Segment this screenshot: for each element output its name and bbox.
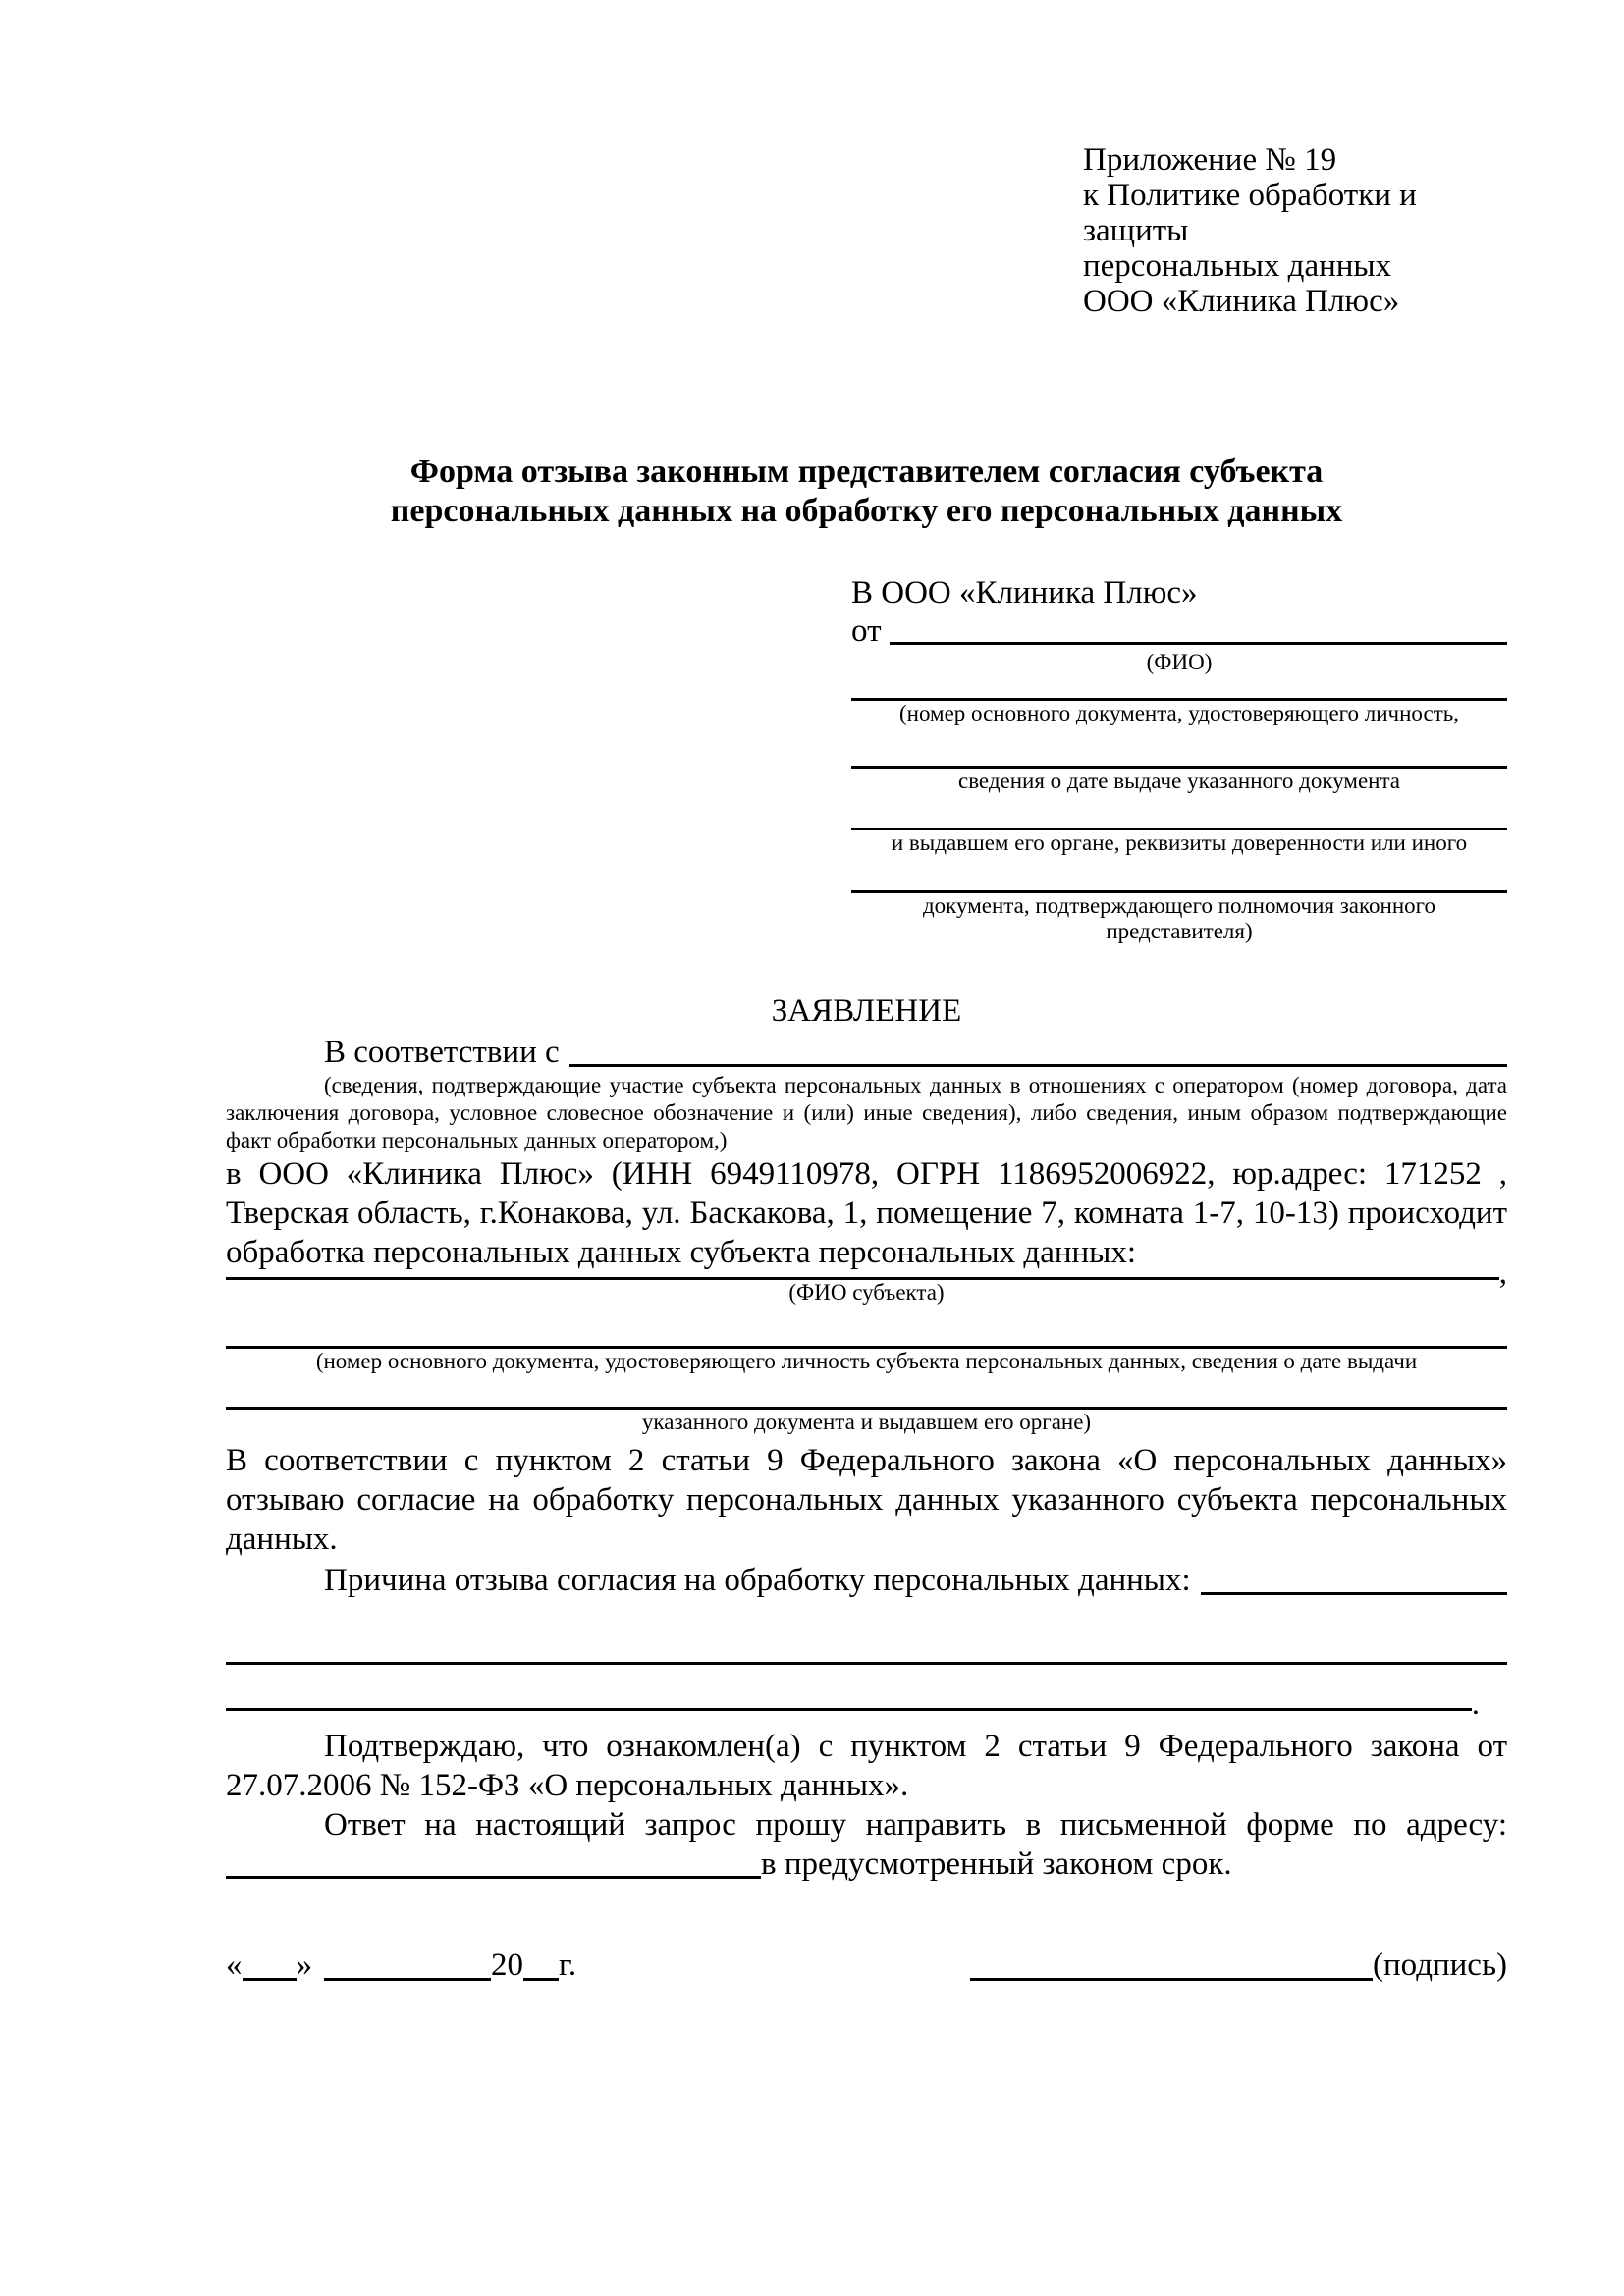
reply-request-line: Ответ на настоящий запрос прошу направить в письменной форме по адресу: [324,1807,1507,1842]
from-row [851,613,1507,650]
representative-name-blank-line [890,642,1508,645]
appendix-company-line: ООО «Клиника Плюс» [1083,284,1400,319]
issuing-authority-blank-line [851,794,1507,830]
appendix-header [1083,142,1507,319]
day-blank-line [243,1978,297,1981]
reason-blank-line-full [226,1608,1507,1665]
subject-document-blank-line2 [226,1374,1507,1410]
reply-tail-text: в предусмотренный законом срок. [761,1846,1232,1882]
form-title-line1: Форма отзыва законным представителем согласия субъекта [409,454,1324,490]
year-prefix: 20 [491,1948,523,1983]
date-quote-close: » [296,1948,312,1983]
document-number-blank-line [851,675,1507,701]
appendix-policy-line2: персональных данных [1083,248,1392,284]
reply-address-blank-line [226,1876,761,1879]
confirmation-paragraph: Подтверждаю, что ознакомлен(а) с пунктом 2 статьи 9 Федерального закона от 27.07.2006 № 152-ФЗ «О персональных данных». [226,1729,1507,1803]
issue-date-blank-line [851,726,1507,769]
reason-lead-text: Причина отзыва согласия на обработку персональных данных: [324,1563,1191,1598]
reason-row [226,1559,1507,1600]
form-title [226,453,1507,531]
addressee-block [851,573,1507,944]
year-suffix: г. [559,1948,577,1983]
signature-blank-line [970,1978,1373,1981]
withdrawal-paragraph: В соответствии с пунктом 2 статьи 9 Федерального закона «О персональных данных» отзываю согласие на обработку персональных данных указанного субъекта персональных данных. [226,1443,1507,1557]
reason-blank-line-end [226,1694,1472,1711]
issue-date-caption: сведения о дате выдаче указанного документа [957,769,1401,793]
date-field [226,1945,576,1986]
form-title-line2: персональных данных на обработку его персональных данных [390,493,1343,529]
subject-name-blank-line [226,1263,1499,1280]
intro-row [226,1033,1507,1072]
document-number-caption: (номер основного документа, удостоверяющего личность, [898,701,1459,725]
appendix-policy-line: к Политике обработки и защиты [1083,178,1417,248]
reason-last-row [226,1686,1507,1722]
addressee-company: В ООО «Клиника Плюс» [851,575,1198,611]
from-label: от [851,614,882,649]
relation-details-blank-line [569,1064,1507,1067]
subject-document-caption2: указанного документа и выдавшем его органе) [641,1410,1092,1434]
subject-fio-caption: (ФИО субъекта) [788,1280,945,1305]
reason-period: . [1471,1686,1480,1722]
subject-name-comma: , [1498,1255,1507,1291]
subject-document-caption1: (номер основного документа, удостоверяющего личность субъекта персональных данных, сведения о дате выдачи [315,1349,1418,1373]
signature-field [970,1945,1507,1986]
reply-address-row [226,1844,1507,1884]
issuing-authority-caption: и выдавшем его органе, реквизиты доверенности или иного [891,830,1468,855]
month-blank-line [324,1978,491,1981]
power-of-attorney-caption: документа, подтверждающего полномочия законного представителя) [922,893,1435,943]
appendix-number-line: Приложение № 19 [1083,142,1337,178]
reason-blank-line-start [1201,1592,1507,1595]
statement-heading: ЗАЯВЛЕНИЕ [771,993,962,1029]
subject-document-blank-line [226,1306,1507,1349]
year-blank-line [523,1978,559,1981]
signature-caption: (подпись) [1373,1948,1507,1983]
operator-paragraph: в ООО «Клиника Плюс» (ИНН 6949110978, ОГРН 1186952006922, юр.адрес: 171252 , Тверская область, г.Конакова, ул. Баскакова, 1, помещение 7, комната 1-7, 10-13) происходит обработка персональных данных субъекта персональных данных: [226,1156,1507,1270]
fio-caption: (ФИО) [1146,650,1213,674]
subject-name-row [226,1255,1507,1291]
power-of-attorney-blank-line [851,856,1507,893]
date-quote-open: « [226,1948,243,1983]
relation-details-note: (сведения, подтверждающие участие субъекта персональных данных в отношениях с оператором (номер договора, дата заключения договора, условное словесное обозначение и (или) иные сведения), либо сведения, иным образом подтверждающие факт обработки персональных данных оператором,) [226,1073,1507,1152]
signature-footer [226,1945,1507,1986]
intro-lead-text: В соответствии с [324,1035,560,1070]
